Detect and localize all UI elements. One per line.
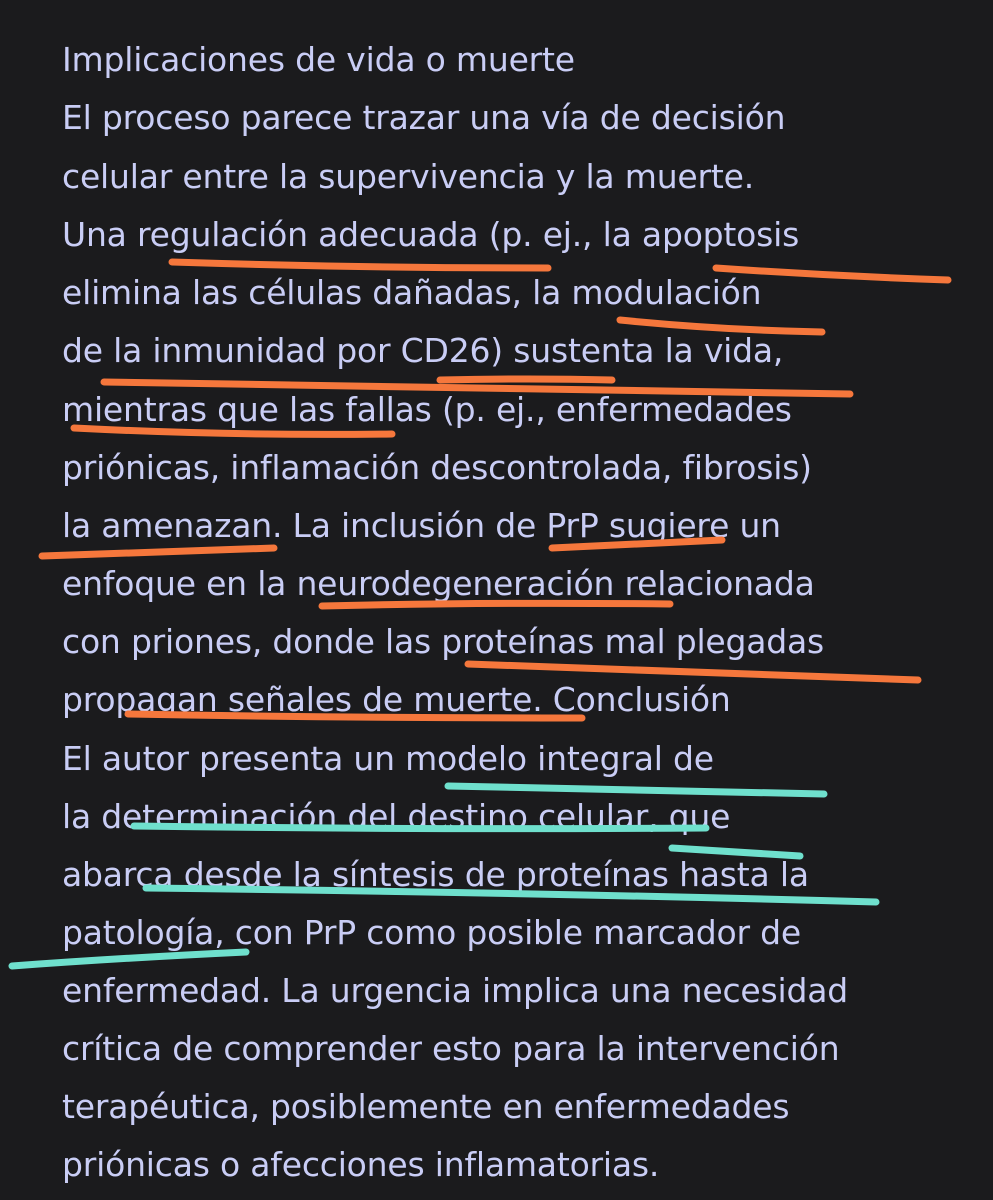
text-line: enfermedad. La urgencia implica una necesidad <box>62 971 848 1010</box>
text-line: enfoque en la neurodegeneración relacionada <box>62 564 815 603</box>
text-line: El autor presenta un modelo integral de <box>62 739 714 778</box>
text-line: El proceso parece trazar una vía de decisión <box>62 98 786 137</box>
text-line: priónicas, inflamación descontrolada, fibrosis) <box>62 448 812 487</box>
text-line: terapéutica, posiblemente en enfermedades <box>62 1087 790 1126</box>
text-line: mientras que las fallas (p. ej., enfermedades <box>62 390 792 429</box>
text-line: crítica de comprender esto para la intervención <box>62 1029 840 1068</box>
text-line: propagan señales de muerte. Conclusión <box>62 680 731 719</box>
text-line: priónicas o afecciones inflamatorias. <box>62 1145 660 1184</box>
text-line: con priones, donde las proteínas mal plegadas <box>62 622 825 661</box>
text-line: elimina las células dañadas, la modulación <box>62 273 762 312</box>
text-line: patología, con PrP como posible marcador de <box>62 913 801 952</box>
text-line: la amenazan. La inclusión de PrP sugiere un <box>62 506 781 545</box>
text-line: abarca desde la síntesis de proteínas hasta la <box>62 855 809 894</box>
text-line: de la inmunidad por CD26) sustenta la vida, <box>62 331 784 370</box>
text-line: celular entre la supervivencia y la muerte. <box>62 157 755 196</box>
text-line: la determinación del destino celular, que <box>62 797 731 836</box>
text-line: Una regulación adecuada (p. ej., la apoptosis <box>62 215 800 254</box>
section-heading-life-death: Implicaciones de vida o muerte <box>62 40 575 79</box>
